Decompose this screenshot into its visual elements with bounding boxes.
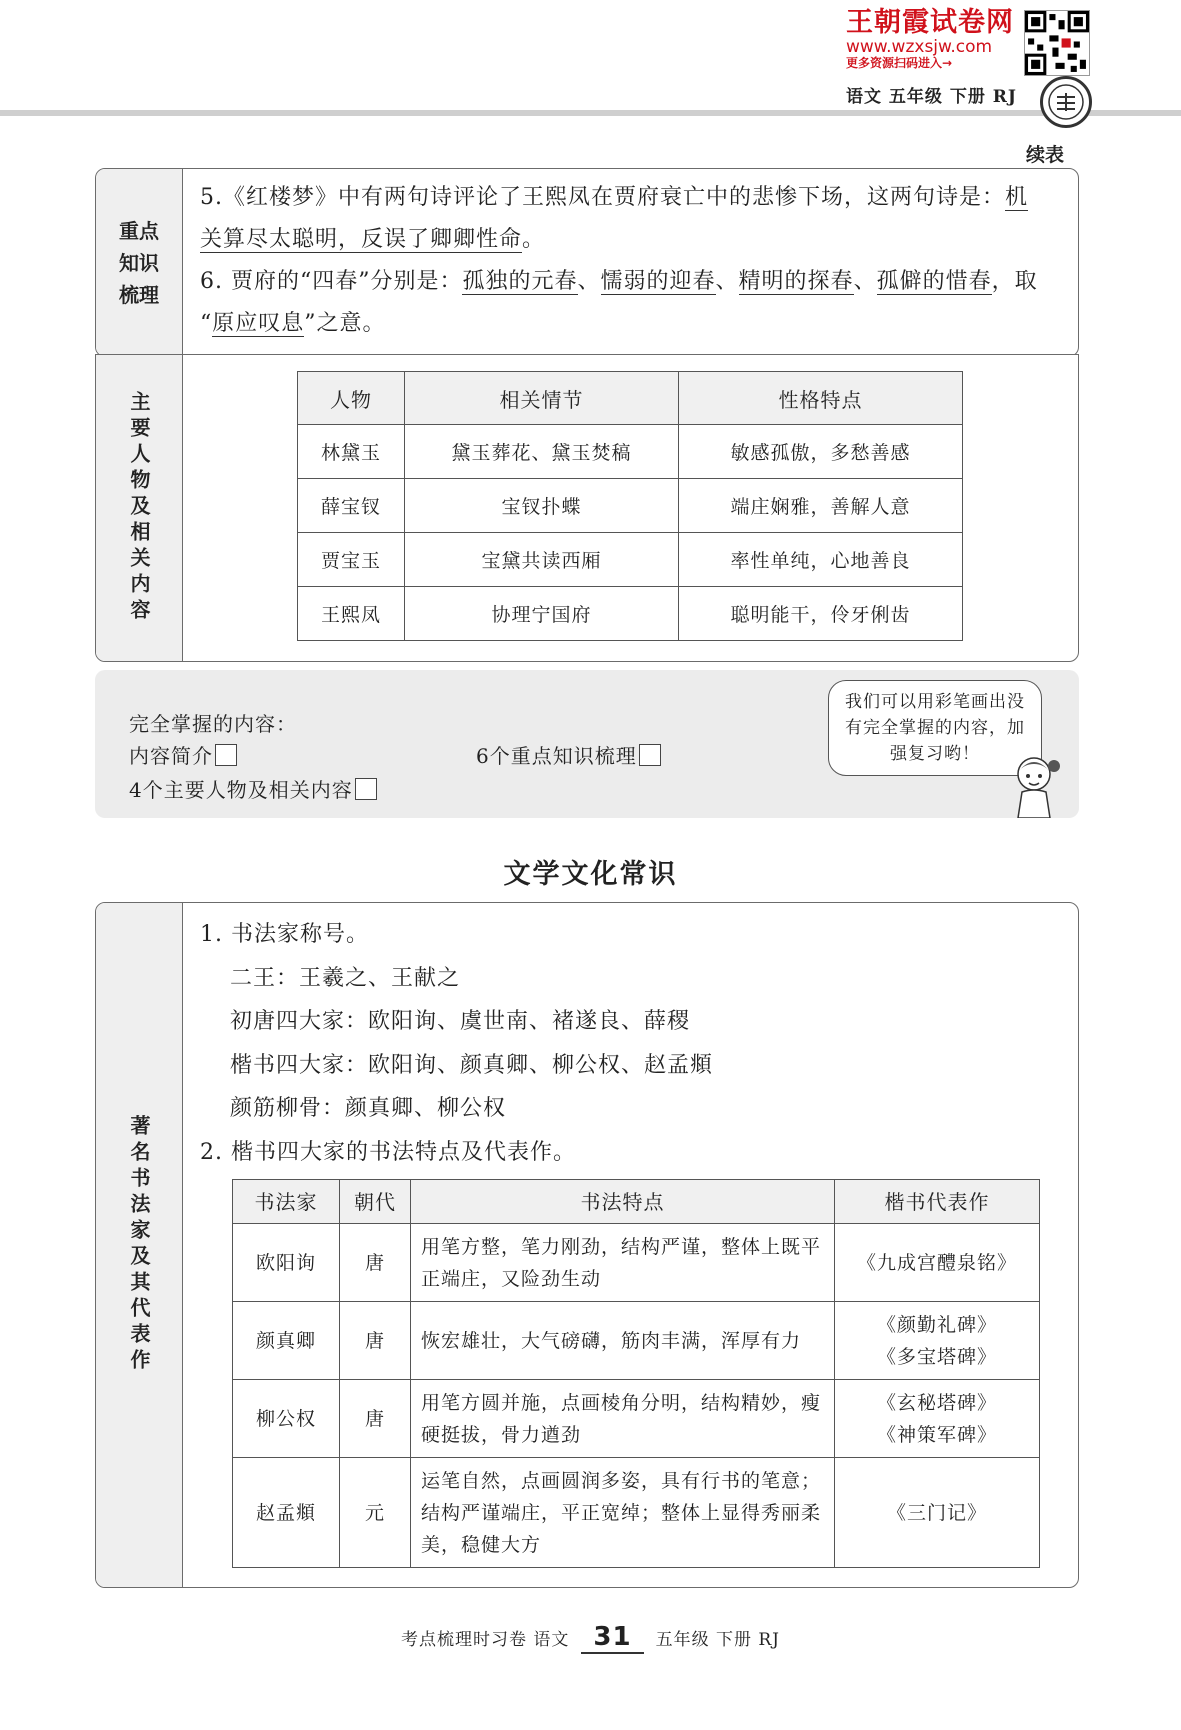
speech-bubble: 我们可以用彩笔画出没有完全掌握的内容，加强复习哟！ <box>828 680 1042 776</box>
brand-block <box>846 8 1016 70</box>
continued-label: 续表 <box>1026 144 1065 166</box>
text-line: 楷书四大家：欧阳询、颜真卿、柳公权、赵孟頫 <box>230 1052 714 1078</box>
separator: 、 <box>715 269 739 294</box>
text-line: 初唐四大家：欧阳询、虞世南、褚遂良、薛稷 <box>230 1009 691 1034</box>
related-plot: 宝黛共读西厢 <box>405 533 679 587</box>
item6-answer-1: 孤独的元春 <box>462 269 578 294</box>
item6-answer-5: 原应叹息 <box>212 311 305 336</box>
character-name: 薛宝钗 <box>298 479 405 533</box>
item6-tail: ”之意。 <box>304 311 386 336</box>
calligrapher-name: 柳公权 <box>233 1380 340 1458</box>
qr-code-icon <box>1024 10 1090 76</box>
dynasty: 唐 <box>340 1224 411 1302</box>
dynasty: 元 <box>340 1458 411 1568</box>
mastery-item-label: 6个重点知识梳理 <box>476 744 637 768</box>
section-title: 文学文化常识 <box>503 859 678 890</box>
mastery-item-label: 内容简介 <box>129 744 213 768</box>
calligrapher-name: 颜真卿 <box>233 1302 340 1380</box>
box-label-cell <box>96 169 183 356</box>
column-header: 性格特点 <box>679 372 963 425</box>
text-line: 颜筋柳骨：颜真卿、柳公权 <box>230 1096 507 1121</box>
work-title: 《三门记》 <box>886 1501 987 1524</box>
personality: 敏感孤傲，多愁善感 <box>679 425 963 479</box>
brand-tag: 更多资源扫码进入→ <box>846 56 953 70</box>
page-number: 31 <box>581 1622 643 1654</box>
item6-mid: ，取 <box>991 269 1038 294</box>
table-row <box>233 1224 1040 1302</box>
box-label-cell <box>96 355 183 661</box>
mastery-item-label: 4个主要人物及相关内容 <box>129 778 353 802</box>
table-row <box>298 425 963 479</box>
personality: 率性单纯，心地善良 <box>679 533 963 587</box>
cartoon-girl-icon <box>1004 752 1064 818</box>
header-rule <box>0 110 1181 116</box>
key-knowledge-label: 重点知识梳理 <box>119 218 159 307</box>
related-plot: 宝钗扑蝶 <box>405 479 679 533</box>
main-characters-label: 主要人物及相关内容 <box>127 391 151 625</box>
knowledge-item-6 <box>200 261 1060 345</box>
main-characters-box <box>95 354 1079 662</box>
column-header: 相关情节 <box>405 372 679 425</box>
calligraphy-feature: 运笔自然，点画圆润多姿，具有行书的笔意；结构严谨端庄，平正宽绰；整体上显得秀丽柔美，稳健大方 <box>411 1458 835 1568</box>
character-name: 贾宝玉 <box>298 533 405 587</box>
personality: 端庄娴雅，善解人意 <box>679 479 963 533</box>
item6-prefix: 6. 贾府的“四春”分别是： <box>200 269 463 294</box>
brand-name: 王朝霞试卷网 <box>846 7 1014 38</box>
text-line: 二王：王羲之、王献之 <box>230 965 461 991</box>
representative-works <box>835 1302 1040 1380</box>
mastery-title: 完全掌握的内容： <box>129 712 297 736</box>
work-title: 《九成宫醴泉铭》 <box>856 1251 1017 1274</box>
calligraphy-table <box>232 1179 1040 1568</box>
item5-suffix: 。 <box>522 227 546 252</box>
separator: 、 <box>577 269 601 294</box>
work-title: 《玄秘塔碑》 <box>876 1391 997 1414</box>
calligraphers-label: 著名书法家及其代表作 <box>127 1115 151 1375</box>
work-title: 《颜勤礼碑》 <box>876 1313 997 1336</box>
dynasty: 唐 <box>340 1380 411 1458</box>
table-header-row <box>233 1180 1040 1224</box>
table-row <box>233 1380 1040 1458</box>
mastery-checkbox[interactable] <box>355 778 377 800</box>
knowledge-item-5 <box>200 177 1060 261</box>
calligrapher-name: 赵孟頫 <box>233 1458 340 1568</box>
table-header-row <box>298 372 963 425</box>
item5-answer-a: 机 <box>1005 185 1029 210</box>
table-row <box>233 1458 1040 1568</box>
representative-works <box>835 1458 1040 1568</box>
mastery-item <box>129 774 377 803</box>
table-row <box>298 587 963 641</box>
column-header: 书法家 <box>233 1180 340 1224</box>
work-title: 《神策军碑》 <box>876 1423 997 1446</box>
text-line: 2. 楷书四大家的书法特点及代表作。 <box>200 1139 576 1165</box>
related-plot: 黛玉葬花、黛玉焚稿 <box>405 425 679 479</box>
item6-answer-3: 精明的探春 <box>738 269 854 294</box>
key-knowledge-box <box>95 168 1079 357</box>
quote-open: “ <box>200 311 213 336</box>
mastery-item <box>129 740 237 769</box>
calligraphy-feature: 用笔方整，笔力刚劲，结构严谨，整体上既平正端庄，又险劲生动 <box>411 1224 835 1302</box>
column-header: 楷书代表作 <box>835 1180 1040 1224</box>
table-row <box>298 479 963 533</box>
separator: 、 <box>853 269 877 294</box>
item6-answer-2: 懦弱的迎春 <box>600 269 716 294</box>
work-title: 《多宝塔碑》 <box>876 1345 997 1368</box>
table-row <box>233 1302 1040 1380</box>
calligraphers-box <box>95 902 1079 1588</box>
mastery-item <box>476 740 661 769</box>
column-header: 人物 <box>298 372 405 425</box>
personality: 聪明能干，伶牙俐齿 <box>679 587 963 641</box>
character-name: 林黛玉 <box>298 425 405 479</box>
calligraphy-feature: 恢宏雄壮，大气磅礴，筋肉丰满，浑厚有力 <box>411 1302 835 1380</box>
item5-answer-b: 关算尽太聪明，反误了卿卿性命 <box>200 227 523 252</box>
calligrapher-name: 欧阳询 <box>233 1224 340 1302</box>
brand-url[interactable]: www.wzxsjw.com <box>846 37 993 57</box>
calligraphers-lines <box>200 913 1060 1174</box>
column-header: 朝代 <box>340 1180 411 1224</box>
item5-prefix: 5.《红楼梦》中有两句诗评论了王熙凤在贾府衰亡中的悲惨下场，这两句诗是： <box>200 185 1005 210</box>
subject-line: 语文 五年级 下册 RJ <box>846 87 1017 107</box>
calligraphy-feature: 用笔方圆并施，点画棱角分明，结构精妙，瘦硬挺拔，骨力遒劲 <box>411 1380 835 1458</box>
column-header: 书法特点 <box>411 1180 835 1224</box>
footer-left: 考点梳理时习卷 语文 <box>400 1630 570 1650</box>
related-plot: 协理宁国府 <box>405 587 679 641</box>
representative-works <box>835 1380 1040 1458</box>
character-name: 王熙凤 <box>298 587 405 641</box>
page-footer <box>0 1622 1181 1654</box>
characters-table <box>297 371 963 641</box>
key-knowledge-content <box>200 177 1060 345</box>
dynasty: 唐 <box>340 1302 411 1380</box>
box-label-cell <box>96 903 183 1587</box>
text-line: 1. 书法家称号。 <box>200 922 369 947</box>
seal-logo-icon <box>1040 76 1092 128</box>
mastery-checkbox[interactable] <box>639 744 661 766</box>
representative-works <box>835 1224 1040 1302</box>
mastery-checkbox[interactable] <box>215 744 237 766</box>
footer-right: 五年级 下册 RJ <box>655 1630 781 1650</box>
item6-answer-4: 孤僻的惜春 <box>876 269 992 294</box>
table-row <box>298 533 963 587</box>
